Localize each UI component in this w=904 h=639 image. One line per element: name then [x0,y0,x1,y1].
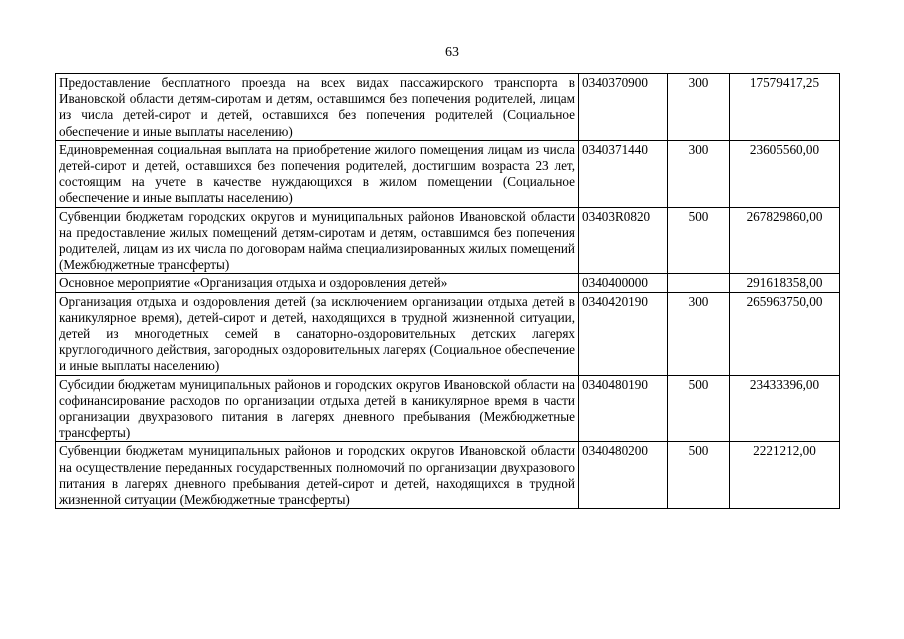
amount-cell: 2221212,00 [730,442,840,509]
expense-name-cell: Субвенции бюджетам городских округов и муниципальных районов Ивановской области на предоставление жилых помещений детям-сиротам и детям, оставшимся без попечения родителей, лицам из их числа по договорам найма специализированных жилых помещений (Межбюджетные трансферты) [56,207,579,274]
expense-name-cell: Предоставление бесплатного проезда на всех видах пассажирского транспорта в Ивановской области детям-сиротам и детям, оставшимся без попечения родителей, лицам из числа детей-сирот и детей, оставшихся без попечения родителей (Социальное обеспечение и иные выплаты населению) [56,74,579,141]
amount-cell: 267829860,00 [730,207,840,274]
amount-cell: 265963750,00 [730,292,840,375]
table-row [56,274,840,292]
budget-table [55,73,840,509]
expense-name-cell: Организация отдыха и оздоровления детей (за исключением организации отдыха детей в каникулярное время), детей-сирот и детей, находящихся в трудной жизненной ситуации, детей из многодетных семей в санаторно-оздоровительных детских лагерях круглогодичного действия, загородных оздоровительных лагерях (Социальное обеспечение и иные выплаты населению) [56,292,579,375]
expense-type-cell: 300 [668,74,730,141]
amount-cell: 17579417,25 [730,74,840,141]
target-code-cell: 0340370900 [579,74,668,141]
expense-type-cell: 500 [668,375,730,442]
target-code-cell: 0340480200 [579,442,668,509]
expense-name-cell: Единовременная социальная выплата на приобретение жилого помещения лицам из числа детей-сирот и детей, оставшихся без попечения родителей, достигшим возраста 23 лет, состоящим на учете в качестве нуждающихся в жилом помещении (Социальное обеспечение и иные выплаты населению) [56,140,579,207]
expense-name-cell: Субвенции бюджетам муниципальных районов и городских округов Ивановской области на осуществление переданных государственных полномочий по организации двухразового питания в лагерях дневного пребывания детей-сирот и детей, находящихся в трудной жизненной ситуации (Межбюджетные трансферты) [56,442,579,509]
amount-cell: 23433396,00 [730,375,840,442]
target-code-cell: 0340371440 [579,140,668,207]
target-code-cell: 03403R0820 [579,207,668,274]
table-row [56,442,840,509]
page-number: 63 [445,45,459,60]
target-code-cell: 0340420190 [579,292,668,375]
expense-type-cell: 300 [668,292,730,375]
amount-cell: 291618358,00 [730,274,840,292]
table-row [56,140,840,207]
expense-type-cell: 500 [668,442,730,509]
expense-type-cell: 500 [668,207,730,274]
expense-name-cell: Субсидии бюджетам муниципальных районов и городских округов Ивановской области на софинансирование расходов по организации отдыха детей в каникулярное время в части организации двухразового питания в лагерях дневного пребывания (Межбюджетные трансферты) [56,375,579,442]
expense-type-cell: 300 [668,140,730,207]
expense-name-cell: Основное мероприятие «Организация отдыха и оздоровления детей» [56,274,579,292]
target-code-cell: 0340400000 [579,274,668,292]
table-row [56,375,840,442]
table-row [56,74,840,141]
target-code-cell: 0340480190 [579,375,668,442]
table-row [56,292,840,375]
table-row [56,207,840,274]
amount-cell: 23605560,00 [730,140,840,207]
expense-type-cell [668,274,730,292]
